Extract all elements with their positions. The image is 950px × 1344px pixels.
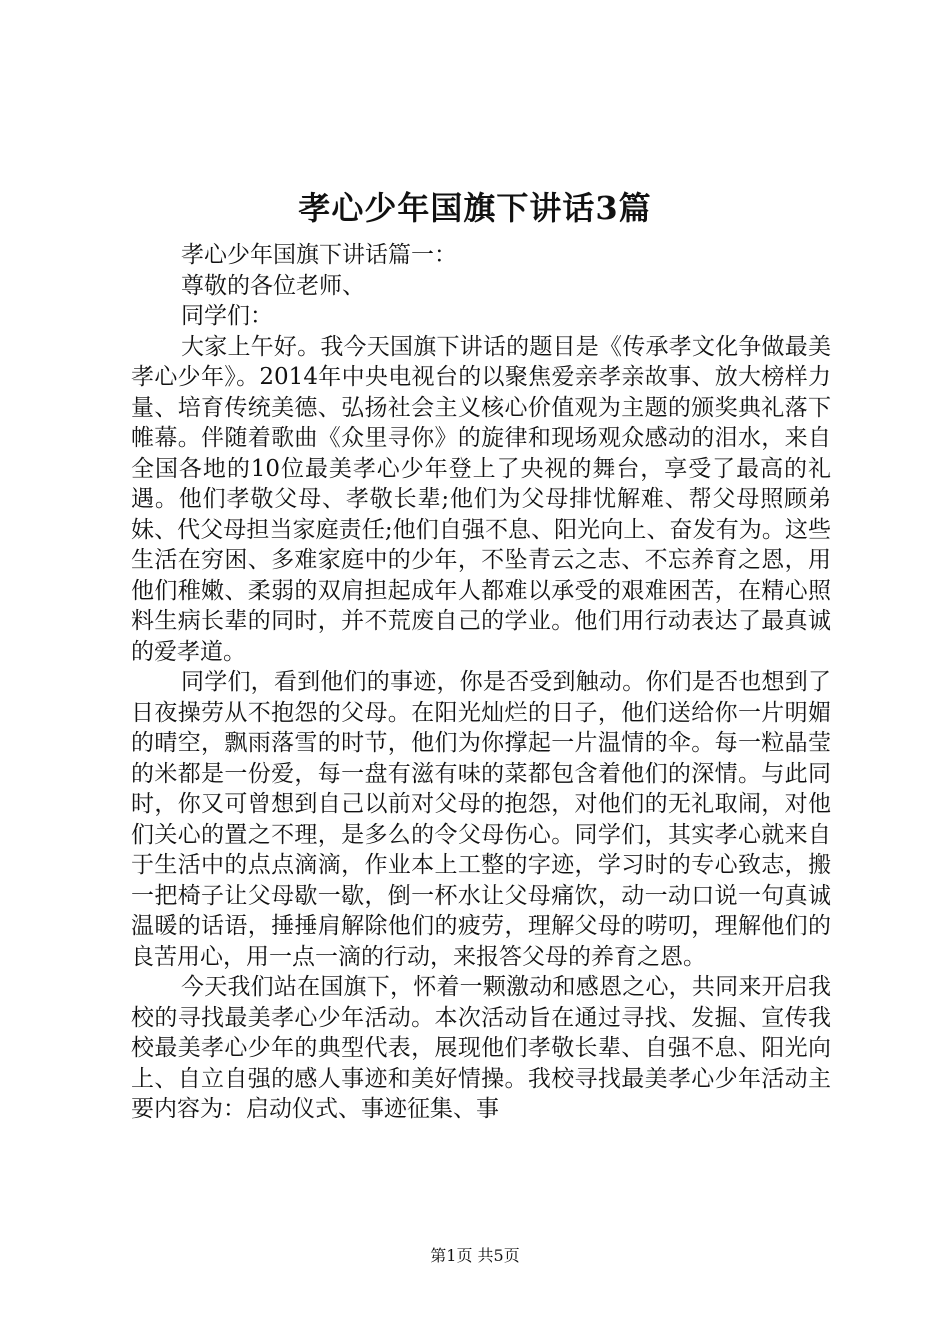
body-paragraph: 今天我们站在国旗下，怀着一颗激动和感恩之心，共同来开启我校的寻找最美孝心少年活动。本次活动旨在通过寻找、发掘、宣传我校最美孝心少年的典型代表，展现他们孝敬长辈、自强不息、阳光向上、自立自强的感人事迹和美好情操。我校寻找最美孝心少年活动主要内容为：启动仪式、事迹征集、事: [131, 974, 831, 1122]
page-number: 第1页 共5页: [430, 1246, 520, 1265]
section-heading: 孝心少年国旗下讲话篇一：: [181, 242, 457, 268]
document-body: [131, 240, 831, 1125]
body-paragraph: 大家上午好。我今天国旗下讲话的题目是《传承孝文化争做最美孝心少年》。2014年中央电视台的以聚焦爱亲孝亲故事、放大榜样力量、培育传统美德、弘扬社会主义核心价值观为主题的颁奖典礼落下帷幕。伴随着歌曲《众里寻你》的旋律和现场观众感动的泪水，来自全国各地的10位最美孝心少年登上了央视的舞台，享受了最高的礼遇。他们孝敬父母、孝敬长辈;他们为父母排忧解难、帮父母照顾弟妹、代父母担当家庭责任;他们自强不息、阳光向上、奋发有为。这些生活在穷困、多难家庭中的少年，不坠青云之志、不忘养育之恩，用他们稚嫩、柔弱的双肩担起成年人都难以承受的艰难困苦，在精心照料生病长辈的同时，并不荒废自己的学业。他们用行动表达了最真诚的爱孝道。: [131, 333, 831, 665]
salutation-line: 同学们：: [181, 303, 273, 329]
document-title: 孝心少年国旗下讲话3篇: [298, 189, 652, 227]
body-paragraph: 同学们，看到他们的事迹，你是否受到触动。你们是否也想到了日夜操劳从不抱怨的父母。在阳光灿烂的日子，他们送给你一片明媚的晴空，飘雨落雪的时节，他们为你撑起一片温情的伞。每一粒晶莹的米都是一份爱，每一盘有滋有味的菜都包含着他们的深情。与此同时，你又可曾想到自己以前对父母的抱怨，对他们的无礼取闹，对他们关心的置之不理，是多么的令父母伤心。同学们，其实孝心就来自于生活中的点点滴滴，作业本上工整的字迹，学习时的专心致志，搬一把椅子让父母歇一歇，倒一杯水让父母痛饮，动一动口说一句真诚温暖的话语，捶捶肩解除他们的疲劳，理解父母的唠叨，理解他们的良苦用心，用一点一滴的行动，来报答父母的养育之恩。: [131, 669, 831, 970]
salutation-line: 尊敬的各位老师、: [181, 272, 365, 299]
